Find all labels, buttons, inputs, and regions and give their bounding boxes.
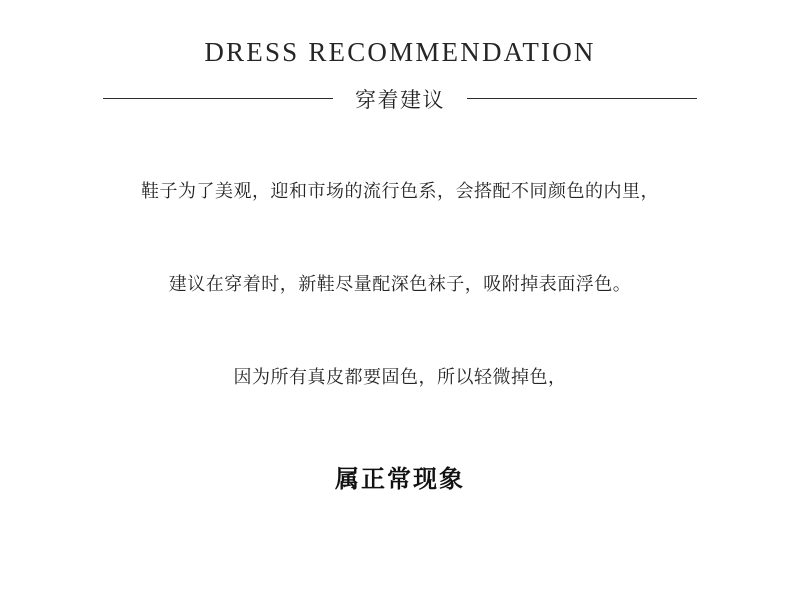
body-line-3: 因为所有真皮都要固色，所以轻微掉色， bbox=[233, 366, 567, 388]
subtitle-with-dividers bbox=[0, 84, 800, 114]
body-line-emphasis: 属正常现象 bbox=[335, 464, 465, 493]
divider-line-right bbox=[467, 98, 697, 99]
body-copy bbox=[0, 178, 800, 497]
page-header bbox=[0, 0, 800, 114]
divider-line-left bbox=[103, 98, 333, 99]
page-title-chinese: 穿着建议 bbox=[355, 87, 445, 112]
body-line-2: 建议在穿着时，新鞋尽量配深色袜子，吸附掉表面浮色。 bbox=[168, 273, 632, 295]
page-title-english: DRESS RECOMMENDATION bbox=[204, 37, 596, 67]
body-line-1: 鞋子为了美观，迎和市场的流行色系，会搭配不同颜色的内里， bbox=[141, 180, 659, 202]
